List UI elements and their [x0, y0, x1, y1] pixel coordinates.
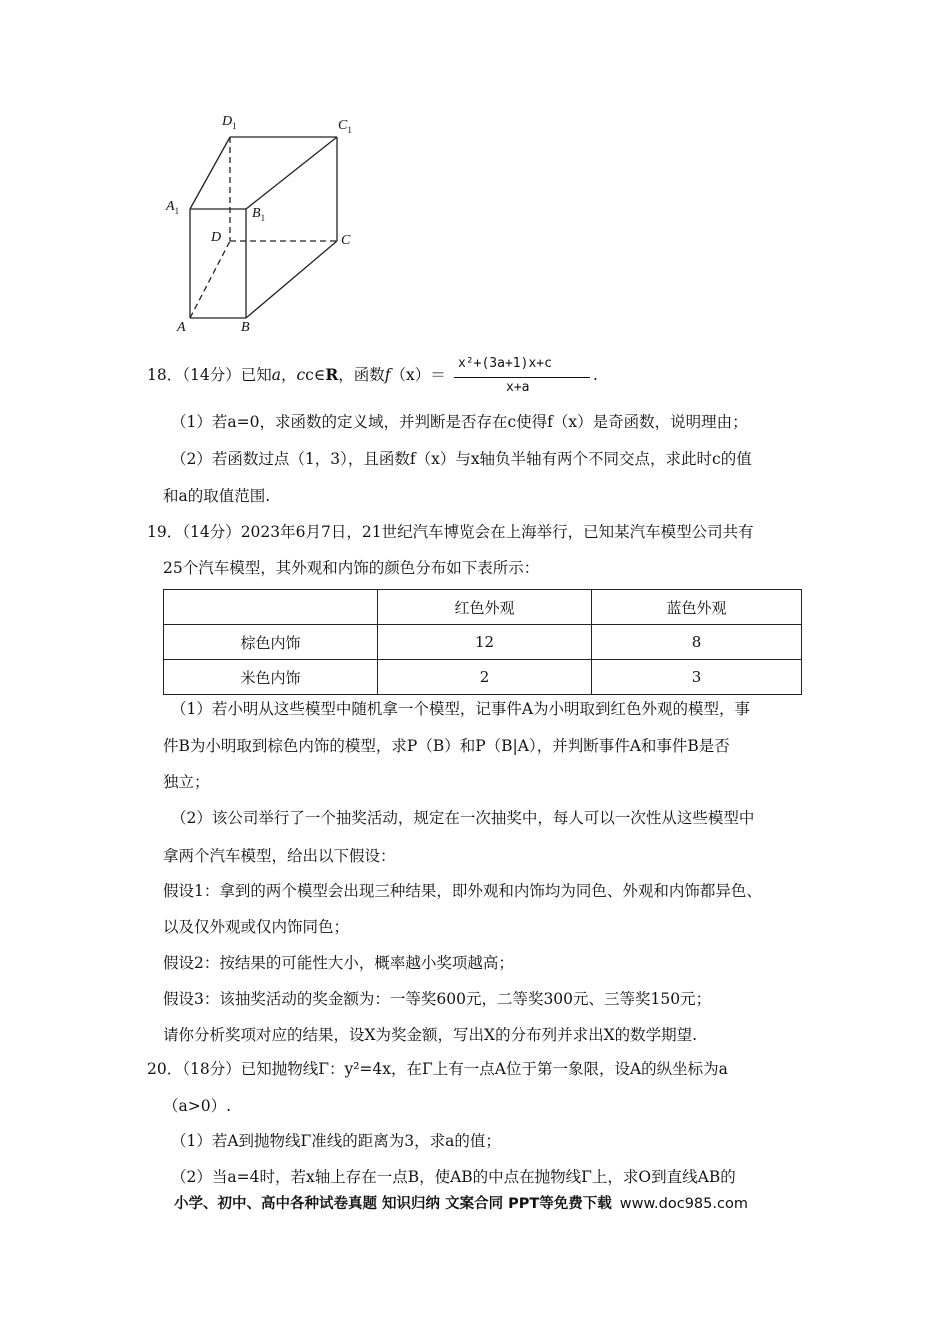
q18-period: . [593, 366, 598, 384]
label-D1: $D_1$ [222, 114, 237, 131]
edge-A1D1 [190, 137, 230, 209]
label-B1: $B_1$ [252, 206, 266, 223]
table-header-cell: 红色外观 [378, 590, 592, 625]
label-A: A [177, 320, 186, 335]
q19-part1-line1: （1）若小明从这些模型中随机拿一个模型，记事件A为小明取到红色外观的模型，事 [171, 700, 751, 718]
q19-hypothesis3: 假设3：该抽奖活动的奖金额为：一等奖600元，二等奖300元、三等奖150元； [163, 990, 712, 1008]
footer-url[interactable]: www.doc985.com [619, 1196, 748, 1212]
footer-text: 小学、初中、高中各种试卷真题 知识归纳 文案合同 PPT等免费下载 [174, 1196, 612, 1212]
q19-part2-line1: （2）该公司举行了一个抽奖活动，规定在一次抽奖中，每人可以一次性从这些模型中 [171, 809, 755, 827]
color-distribution-table [163, 589, 802, 695]
q20-line1: 20．（18分）已知抛物线Γ：y²=4x，在Γ上有一点A位于第一象限，设A的纵坐标为a [147, 1060, 728, 1078]
edge-B1C1 [246, 137, 337, 209]
table-cell: 8 [592, 625, 802, 660]
q18-line1: 18．（14分）已知a，cc∈R，函数f（x）＝ [147, 365, 446, 384]
fraction-bar [454, 377, 590, 378]
q18-part2-line2: 和a的取值范围. [163, 487, 271, 505]
q19-line2: 25个汽车模型，其外观和内饰的颜色分布如下表所示： [163, 559, 540, 577]
q18-part2-line1: （2）若函数过点（1，3），且函数f（x）与x轴负半轴有两个不同交点，求此时c的值 [171, 450, 752, 468]
table-cell: 米色内饰 [164, 660, 378, 695]
table-cell: 12 [378, 625, 592, 660]
table-header-cell [164, 590, 378, 625]
edge-BC [246, 241, 337, 318]
footer-banner [174, 1192, 748, 1213]
table-cell: 2 [378, 660, 592, 695]
table-row [164, 625, 802, 660]
label-C: C [341, 233, 351, 248]
q19-part1-line2: 件B为小明取到棕色内饰的模型，求P（B）和P（B|A），并判断事件A和事件B是否 [163, 737, 730, 755]
q20-part2: （2）当a=4时，若x轴上存在一点B，使AB的中点在抛物线Γ上，求O到直线AB的 [171, 1168, 736, 1186]
fraction-denominator: x+a [506, 380, 530, 395]
q19-line1: 19．（14分）2023年6月7日，21世纪汽车博览会在上海举行，已知某汽车模型公司共有 [147, 523, 754, 541]
edge-AD [190, 241, 230, 318]
table-header-row [164, 590, 802, 625]
table-header-cell: 蓝色外观 [592, 590, 802, 625]
q19-part1-line3: 独立； [163, 773, 210, 791]
table-row [164, 660, 802, 695]
q19-hypothesis1-line1: 假设1：拿到的两个模型会出现三种结果，即外观和内饰均为同色、外观和内饰都异色、 [163, 882, 762, 900]
label-D: D [211, 230, 222, 245]
label-B: B [241, 320, 250, 335]
cuboid-figure [0, 0, 950, 360]
q19-hypothesis2: 假设2：按结果的可能性大小，概率越小奖项越高； [163, 954, 514, 972]
table-cell: 3 [592, 660, 802, 695]
q19-request: 请你分析奖项对应的结果，设X为奖金额，写出X的分布列并求出X的数学期望. [163, 1026, 698, 1044]
q19-hypothesis1-line2: 以及仅外观或仅内饰同色； [163, 918, 350, 936]
label-A1: $A_1$ [166, 199, 180, 216]
q20-part1: （1）若A到抛物线Γ准线的距离为3，求a的值； [171, 1132, 501, 1150]
q20-line2: （a>0）. [163, 1097, 232, 1115]
q18-part1: （1）若a=0，求函数的定义域，并判断是否存在c使得f（x）是奇函数，说明理由； [171, 413, 748, 431]
q19-part2-line2: 拿两个汽车模型，给出以下假设： [163, 847, 396, 865]
fraction-numerator: x²+(3a+1)x+c [458, 356, 552, 371]
label-C1: $C_1$ [338, 118, 352, 135]
table-cell: 棕色内饰 [164, 625, 378, 660]
